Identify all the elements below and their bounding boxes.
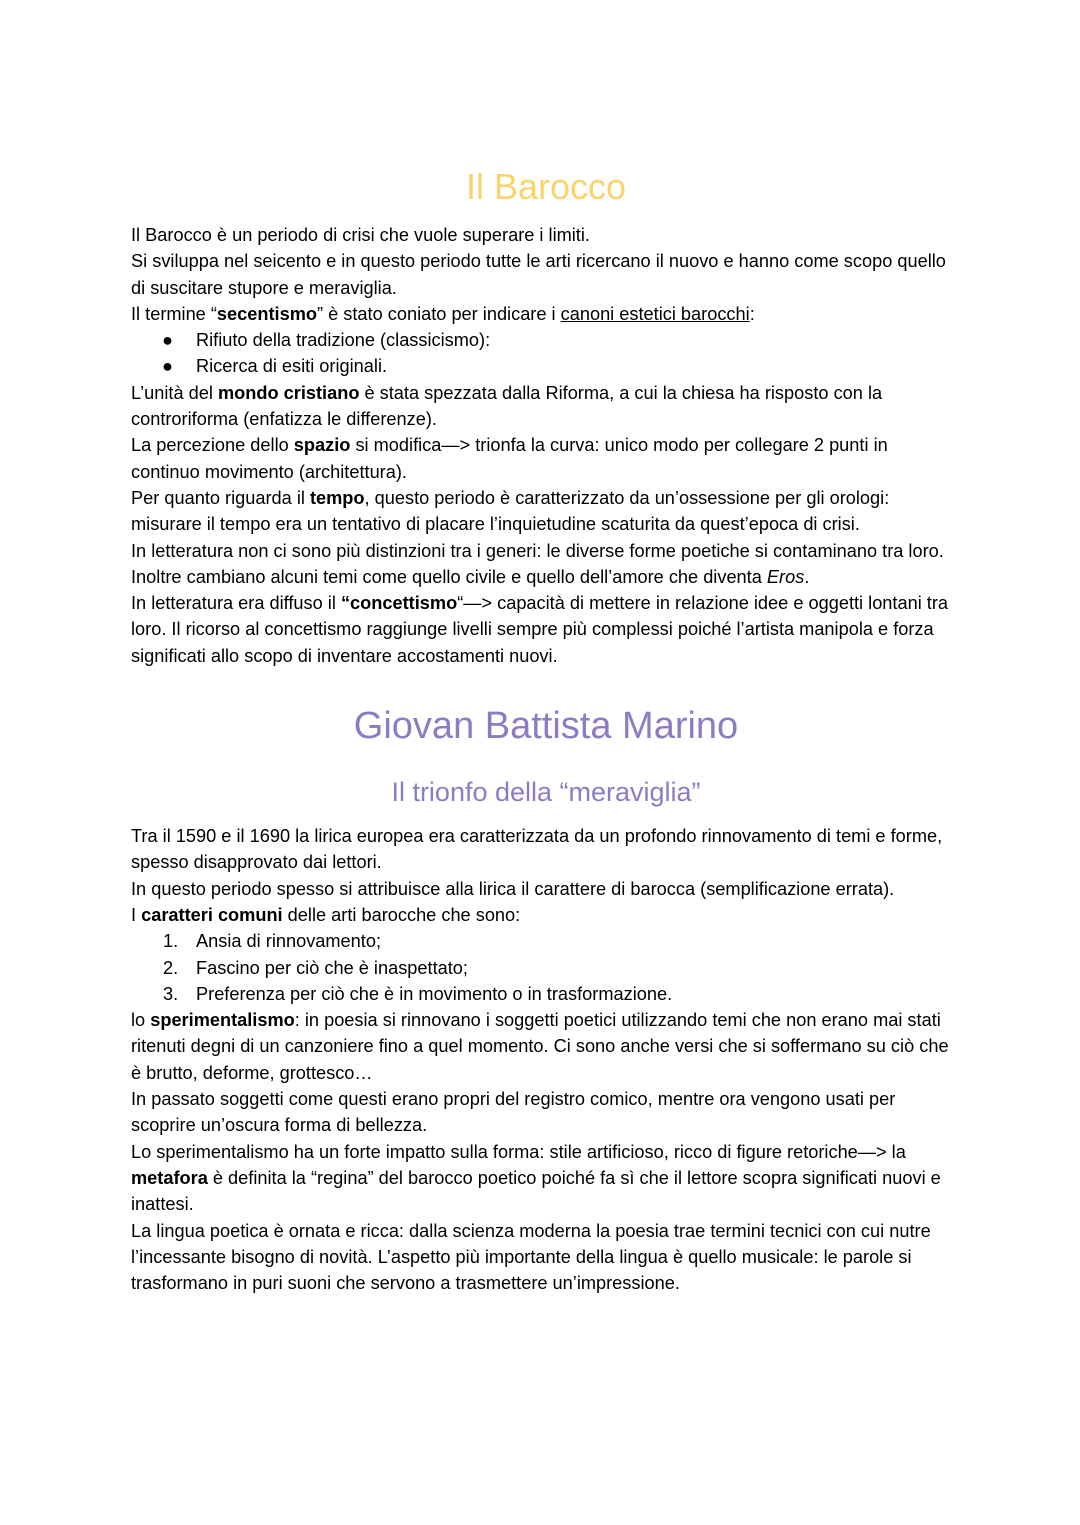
list-item: 3. Preferenza per ciò che è in movimento o in trasformazione. <box>131 981 961 1007</box>
list-item: ● Rifiuto della tradizione (classicismo): <box>131 327 961 353</box>
list-number: 3. <box>163 983 179 1004</box>
bold-term: “concettismo <box>340 593 458 614</box>
paragraph: I caratteri comuni delle arti barocche che sono: <box>131 904 521 925</box>
bold-term: sperimentalismo <box>150 1010 295 1031</box>
bold-term: secentismo <box>216 303 317 324</box>
paragraph: La percezione dello spazio si modifica—> trionfa la curva: unico modo per collegare 2 punti in continuo movimento (architettura). <box>131 435 888 482</box>
section-subtitle: Il trionfo della “meraviglia” <box>391 777 701 808</box>
paragraph: In letteratura non ci sono più distinzioni tra i generi: le diverse forme poetiche si contaminano tra loro. Inoltre cambiano alcuni temi come quello civile e quello dell’amore che diventa Eros. <box>131 540 944 587</box>
bullet-icon: ● <box>162 356 173 377</box>
paragraph: Si sviluppa nel seicento e in questo periodo tutte le arti ricercano il nuovo e hanno come scopo quello di suscitare stupore e meraviglia. <box>131 251 946 298</box>
paragraph: Tra il 1590 e il 1690 la lirica europea era caratterizzata da un profondo rinnovamento di temi e forme, spesso disapprovato dai lettori. <box>131 826 943 873</box>
list-item: ● Ricerca di esiti originali. <box>131 353 961 379</box>
paragraph: Per quanto riguarda il tempo, questo periodo è caratterizzato da un’ossessione per gli orologi: misurare il tempo era un tentativo di placare l’inquietudine scaturita da quest’epoca di crisi. <box>131 487 890 535</box>
bold-term: metafora <box>131 1167 208 1188</box>
paragraph: lo sperimentalismo: in poesia si rinnovano i soggetti poetici utilizzando temi che non erano mai stati ritenuti degni di un canzoniere fino a quel momento. Ci sono anche versi che si soffermano su ciò che è brutto, deforme, grottesco… <box>131 1010 949 1083</box>
paragraph: In questo periodo spesso si attribuisce alla lirica il carattere di barocca (semplificazione errata). <box>131 878 895 899</box>
bullet-list <box>131 327 961 380</box>
paragraph: In letteratura era diffuso il “concettismo“—> capacità di mettere in relazione idee e oggetti lontani tra loro. Il ricorso al concettismo raggiunge livelli sempre più complessi poiché l’artista manipola e forza significati allo scopo di inventare accostamenti nuovi. <box>131 593 949 666</box>
bold-term: caratteri comuni <box>141 904 283 925</box>
section-title-marino: Giovan Battista Marino <box>353 705 739 748</box>
section-title-barocco: Il Barocco <box>465 166 627 207</box>
underlined-term: canoni estetici barocchi <box>560 303 750 324</box>
paragraph: L’unità del mondo cristiano è stata spezzata dalla Riforma, a cui la chiesa ha risposto con la controriforma (enfatizza le differenze). <box>131 382 883 430</box>
paragraph: Il termine “secentismo” è stato coniato per indicare i canoni estetici barocchi: <box>131 303 755 324</box>
document-page <box>131 165 961 1296</box>
italic-term: Eros <box>766 566 805 587</box>
list-item: 2. Fascino per ciò che è inaspettato; <box>131 955 961 981</box>
paragraph: La lingua poetica è ornata e ricca: dalla scienza moderna la poesia trae termini tecnici con cui nutre l’incessante bisogno di novità. L’aspetto più importante della lingua è quello musicale: le parole si trasformano in puri suoni che servono a trasmettere un’impressione. <box>131 1220 931 1294</box>
bold-term: mondo cristiano <box>217 382 360 403</box>
paragraph: Il Barocco è un periodo di crisi che vuole superare i limiti. <box>131 225 590 245</box>
paragraph: Lo sperimentalismo ha un forte impatto sulla forma: stile artificioso, ricco di figure retoriche—> la metafora è definita la “regina” del barocco poetico poiché fa sì che il lettore scopra significati nuovi e inattesi. <box>131 1141 941 1215</box>
paragraph: In passato soggetti come questi erano propri del registro comico, mentre ora vengono usati per scoprire un’oscura forma di bellezza. <box>131 1089 896 1136</box>
list-number: 1. <box>163 931 179 952</box>
list-number: 2. <box>163 957 179 978</box>
bold-term: tempo <box>309 487 365 508</box>
bullet-icon: ● <box>162 330 173 351</box>
numbered-list <box>131 928 961 1007</box>
bold-term: spazio <box>293 435 351 456</box>
list-item: 1. Ansia di rinnovamento; <box>131 928 961 954</box>
